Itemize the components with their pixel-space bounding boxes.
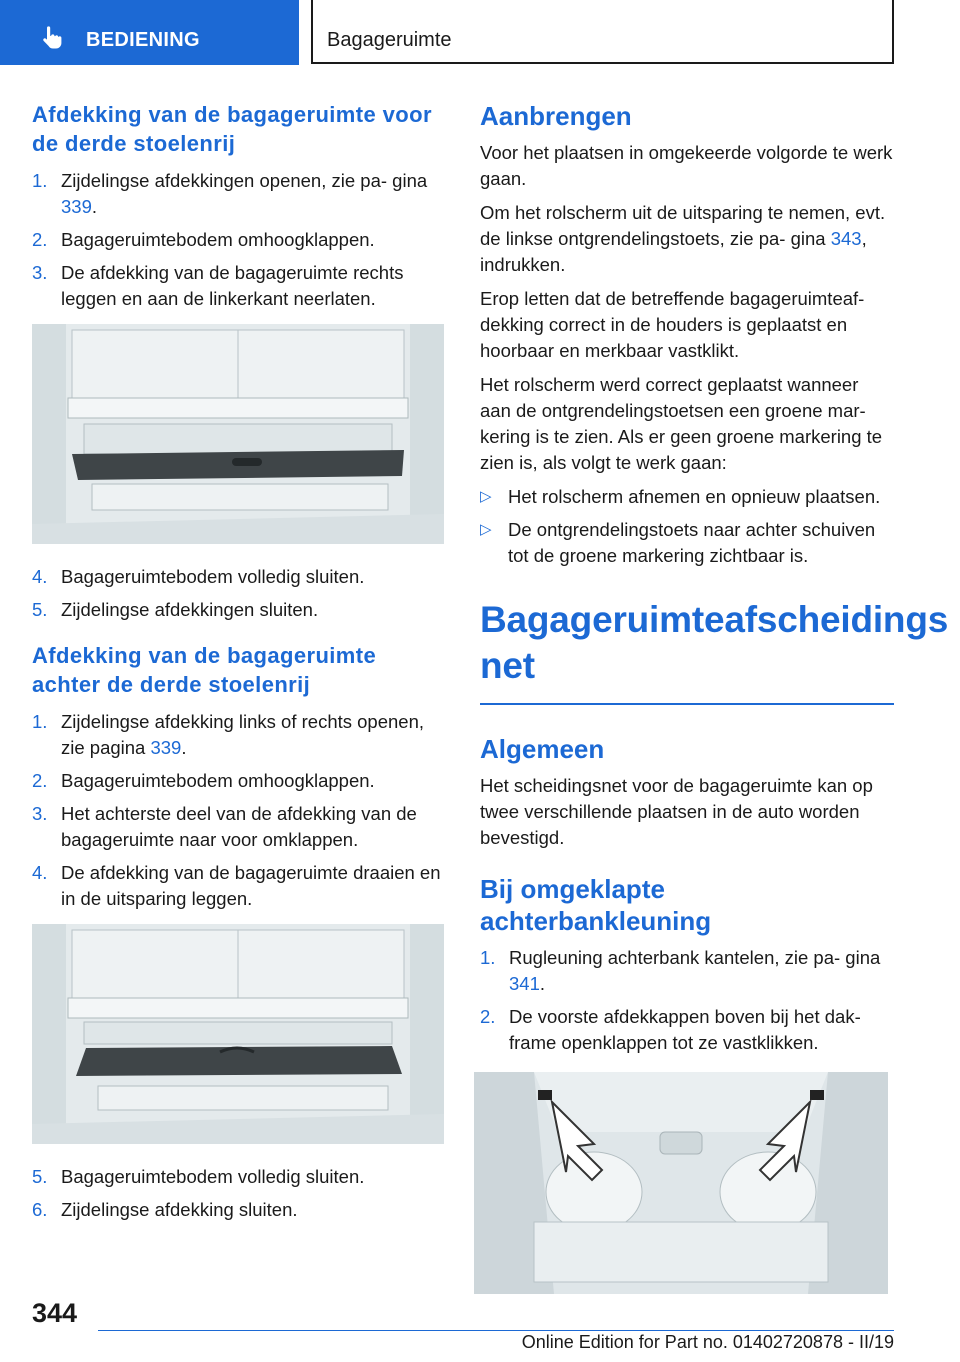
- luggage-cover-front-illustration: [32, 324, 444, 544]
- bullet-list: [480, 484, 894, 569]
- steps-list-omgeklapt: [480, 945, 894, 1056]
- steps-list-rear-b: [32, 1164, 444, 1223]
- list-item: 4. Bagageruimtebodem volledig sluiten.: [32, 566, 365, 587]
- list-item: 1. Rugleuning achterbank kantelen, zie pa‐ gina 341.: [480, 947, 881, 994]
- roof-frame-cover-illustration: [474, 1072, 888, 1294]
- triangle-bullet-icon: ▷: [480, 521, 492, 538]
- page-link[interactable]: 339: [150, 737, 182, 758]
- page-number: 344: [32, 1298, 78, 1328]
- footer-divider: [98, 1330, 894, 1331]
- paragraph: Het rolscherm werd correct geplaatst wanneer aan de ontgrendelingstoetsen een groene mar‐ kering is te zien. Als er geen groene markering te zien is, als volgt te werk gaan:: [480, 374, 883, 473]
- list-item: 3. Het achterste deel van de afdekking van de bagageruimte naar voor omklappen.: [32, 803, 417, 850]
- list-item: 2. De voorste afdekkappen boven bij het dak‐ frame openklappen tot ze vastklikken.: [480, 1006, 861, 1053]
- list-item: ▷ De ontgrendelingstoets naar achter schuiven tot de groene markering zichtbaar is.: [480, 519, 876, 566]
- hand-pointer-icon: [40, 26, 64, 50]
- list-item: 5. Bagageruimtebodem volledig sluiten.: [32, 1166, 365, 1187]
- paragraph: Voor het plaatsen in omgekeerde volgorde te werk gaan.: [480, 142, 893, 189]
- page-link[interactable]: 343: [830, 228, 862, 249]
- chapter-tab: [311, 0, 894, 64]
- algemeen-title: Algemeen: [480, 734, 605, 764]
- section-tab[interactable]: [0, 0, 299, 65]
- luggage-cover-rear-illustration: [32, 924, 444, 1144]
- paragraph: Om het rolscherm uit de uitsparing te nemen, evt. de linkse ontgrendelingstoets, zie pa‐ gina 343, indrukken.: [480, 202, 886, 275]
- chapter-label: Bagageruimte: [327, 29, 452, 51]
- aanbrengen-title: Aanbrengen: [480, 101, 632, 131]
- footer-edition: Online Edition for Part no. 01402720878 - II/19: [521, 1332, 894, 1352]
- steps-list-front-a: [32, 168, 444, 312]
- steps-list-front-b: [32, 564, 444, 623]
- triangle-bullet-icon: ▷: [480, 488, 492, 505]
- page-link[interactable]: 341: [509, 973, 540, 994]
- paragraph: Erop letten dat de betreffende bagageruimteaf‐ dekking correct in de houders is geplaatst en hoorbaar en merkbaar vastklikt.: [480, 288, 865, 361]
- steps-list-rear-a: [32, 709, 444, 912]
- list-item: 3. De afdekking van de bagageruimte rechts leggen en aan de linkerkant neerlaten.: [32, 262, 404, 309]
- section-title-front: Afdekking van de bagageruimte voor de derde stoelenrij: [32, 102, 432, 156]
- list-item: 2. Bagageruimtebodem omhoogklappen.: [32, 770, 375, 791]
- list-item: 1. Zijdelingse afdekkingen openen, zie pa‐ gina 339.: [32, 170, 428, 217]
- section-title-rear: Afdekking van de bagageruimte achter de derde stoelenrij: [32, 643, 377, 697]
- left-column: [32, 100, 444, 1230]
- list-item: 2. Bagageruimtebodem omhoogklappen.: [32, 229, 375, 250]
- paragraph: Het scheidingsnet voor de bagageruimte kan op twee verschillende plaatsen in de auto worden bevestigd.: [480, 775, 873, 848]
- list-item: 5. Zijdelingse afdekkingen sluiten.: [32, 599, 319, 620]
- list-item: 4. De afdekking van de bagageruimte draaien en in de uitsparing leggen.: [32, 862, 441, 909]
- omgeklapt-title: Bij omgeklapte achterbankleuning: [480, 874, 712, 936]
- heading-divider: [480, 703, 894, 705]
- list-item: 1. Zijdelingse afdekking links of rechts openen, zie pagina 339.: [32, 711, 425, 758]
- page-link[interactable]: 339: [61, 196, 92, 217]
- right-column: [480, 100, 949, 1294]
- chapter-heading: Bagageruimteafscheidings net: [480, 599, 949, 686]
- list-item: ▷ Het rolscherm afnemen en opnieuw plaatsen.: [480, 484, 894, 510]
- list-item: 6. Zijdelingse afdekking sluiten.: [32, 1199, 298, 1220]
- section-label: BEDIENING: [86, 29, 200, 51]
